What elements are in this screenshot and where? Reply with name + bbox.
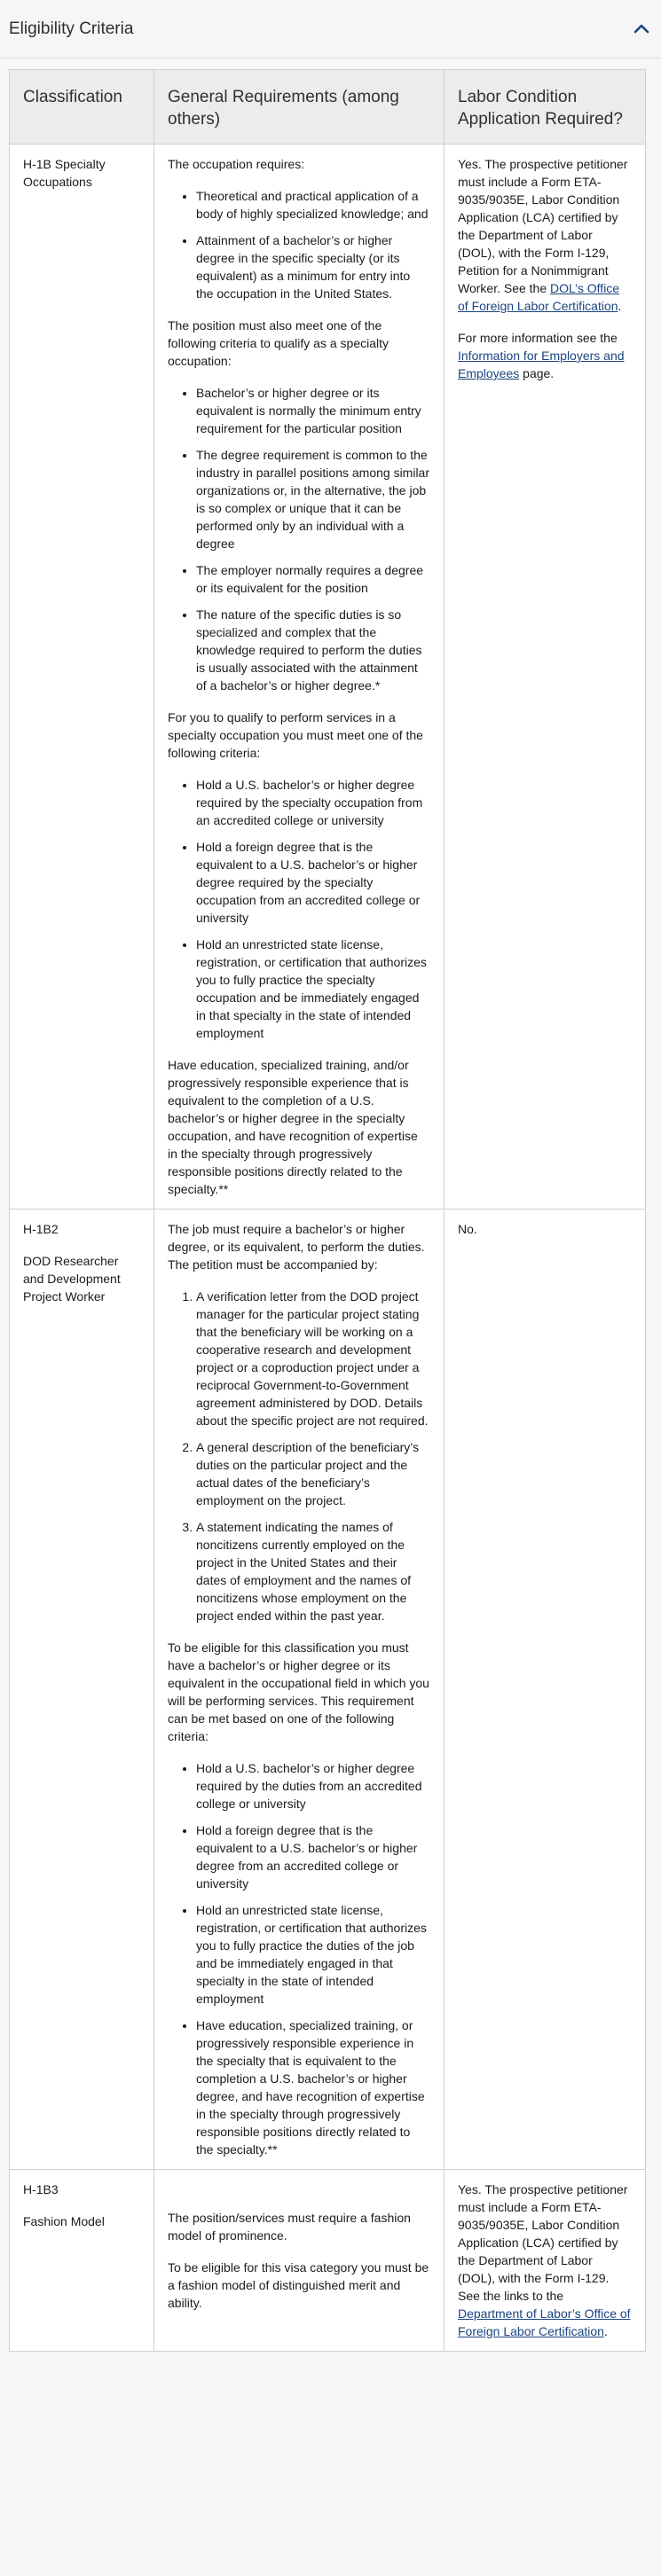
classification-cell <box>10 145 154 1210</box>
list-item: • Hold an unrestricted state license, registration, or certification that authorizes you to fully practice the duties of the job and be immediately engaged in that specialty in the state of intended employment <box>196 1901 430 2008</box>
occupation-requirements-list <box>168 187 430 302</box>
qualify-criteria-list <box>168 776 430 1042</box>
dol-oflc-link[interactable]: Department of Labor’s Office of Foreign Labor Certification <box>458 2306 631 2338</box>
lca-cell <box>445 1210 646 2170</box>
lca-text: No. <box>458 1222 477 1236</box>
eligible-criteria-list <box>168 1759 430 2158</box>
requirements-text: To be eligible for this visa category you must be a fashion model of distinguished merit and ability. <box>168 2260 429 2310</box>
list-item: • Hold a foreign degree that is the equivalent to a U.S. bachelor’s or higher degree required by the specialty occupation from an accredited college or university <box>196 838 430 927</box>
list-item: • Bachelor’s or higher degree or its equivalent is normally the minimum entry requirement for the particular position <box>196 384 430 437</box>
list-item: • Hold a U.S. bachelor’s or higher degree required by the duties from an accredited college or university <box>196 1759 430 1813</box>
classification-name: H-1B Specialty Occupations <box>23 157 106 189</box>
requirements-intro: The job must require a bachelor’s or higher degree, or its equivalent, to perform the duties. The petition must be accompanied by: <box>168 1222 425 1272</box>
table-row <box>10 145 646 1210</box>
lca-more-info: For more information see the Information for Employers and Employees page. <box>458 331 625 380</box>
employers-employees-link[interactable]: Information for Employers and Employees <box>458 348 625 380</box>
list-item: 1. A verification letter from the DOD project manager for the particular project stating that the beneficiary will be working on a cooperative research and development project or a coproduction project under a reciprocal Government-to-Government agreement administered by DOD. Details about the specific project are not required. <box>196 1288 430 1429</box>
requirements-intro: The occupation requires: <box>168 157 305 171</box>
list-item: 3. A statement indicating the names of noncitizens currently employed on the project in the United States and their dates of employment and the names of noncitizens whose employment on the project ended within the past year. <box>196 1518 430 1625</box>
list-item: • The degree requirement is common to the industry in parallel positions among similar organizations or, in the alternative, the job is so complex or unique that it can be performed only by an individual with a degree <box>196 446 430 552</box>
dol-oflc-link[interactable]: DOL’s Office of Foreign Labor Certification <box>458 281 620 313</box>
list-item: 2. A general description of the beneficiary’s duties on the particular project and the actual dates of the beneficiary’s employment on the project. <box>196 1438 430 1509</box>
classification-code: H-1B2 <box>23 1222 59 1236</box>
list-item: • Hold a foreign degree that is the equivalent to a U.S. bachelor’s or higher degree from an accredited college or university <box>196 1821 430 1892</box>
column-header-lca: Labor Condition Application Required? <box>445 70 646 145</box>
classification-cell <box>10 1210 154 2170</box>
lca-cell <box>445 145 646 1210</box>
lca-cell <box>445 2170 646 2352</box>
requirements-cell <box>154 1210 445 2170</box>
petition-documents-list <box>168 1288 430 1625</box>
specialty-criteria-list <box>168 384 430 694</box>
qualify-intro: For you to qualify to perform services in a specialty occupation you must meet one of the following criteria: <box>168 710 423 760</box>
lca-text: Yes. The prospective petitioner must include a Form ETA-9035/9035E, Labor Condition Application (LCA) certified by the Department of Labor (DOL), with the Form I-129. See the links to the Department of Labor’s Office of Foreign Labor Certification. <box>458 2182 631 2338</box>
list-item: • The nature of the specific duties is so specialized and complex that the knowledge required to perform the duties is usually associated with the attainment of a bachelor’s or higher degree.* <box>196 606 430 694</box>
list-item: • Hold a U.S. bachelor’s or higher degree required by the specialty occupation from an accredited college or university <box>196 776 430 829</box>
list-item: • The employer normally requires a degree or its equivalent for the position <box>196 561 430 597</box>
chevron-up-icon[interactable] <box>631 19 652 40</box>
requirements-text: The position/services must require a fashion model of prominence. <box>168 2211 411 2243</box>
table-row <box>10 2170 646 2352</box>
list-item: • Hold an unrestricted state license, registration, or certification that authorizes you to fully practice the specialty occupation and be immediately engaged in that specialty in the state of intended employment <box>196 936 430 1042</box>
requirements-cell <box>154 145 445 1210</box>
column-header-classification: Classification <box>10 70 154 145</box>
classification-name: DOD Researcher and Development Project Worker <box>23 1254 121 1304</box>
classification-cell <box>10 2170 154 2352</box>
accordion-title: Eligibility Criteria <box>9 19 134 38</box>
eligible-intro: To be eligible for this classification you must have a bachelor’s or higher degree or its equivalent in the occupational field in which you will be performing services. This requirement can be met based on one of the following criteria: <box>168 1640 429 1743</box>
classification-name: Fashion Model <box>23 2214 105 2228</box>
eligibility-accordion-toggle[interactable] <box>0 0 661 59</box>
column-header-requirements: General Requirements (among others) <box>154 70 445 145</box>
accordion-content <box>0 59 661 2352</box>
qualify-experience-text: Have education, specialized training, and/or progressively responsible experience that is equivalent to the completion of a U.S. bachelor’s or higher degree in the specialty occupation, and have recognition of expertise in the specialty through progressively responsible positions directly related to the specialty.** <box>168 1058 418 1196</box>
table-header-row <box>10 70 646 145</box>
requirements-cell <box>154 2170 445 2352</box>
lca-text: Yes. The prospective petitioner must include a Form ETA-9035/9035E, Labor Condition Application (LCA) certified by the Department of Labor (DOL), with the Form I-129, Petition for a Nonimmigrant Worker. See the DOL’s Office of Foreign Labor Certification. <box>458 157 628 313</box>
list-item: • Attainment of a bachelor’s or higher degree in the specific specialty (or its equivalent) as a minimum for entry into the occupation in the United States. <box>196 231 430 302</box>
table-row <box>10 1210 646 2170</box>
list-item: • Have education, specialized training, or progressively responsible experience in the specialty that is equivalent to the completion a U.S. bachelor’s or higher degree, and have recognition of expertise in the specialty through progressively responsible positions directly related to the specialty.** <box>196 2016 430 2158</box>
list-item: • Theoretical and practical application of a body of highly specialized knowledge; and <box>196 187 430 223</box>
classification-code: H-1B3 <box>23 2182 59 2196</box>
eligibility-table <box>9 69 646 2352</box>
criteria-intro: The position must also meet one of the following criteria to qualify as a specialty occupation: <box>168 318 390 368</box>
